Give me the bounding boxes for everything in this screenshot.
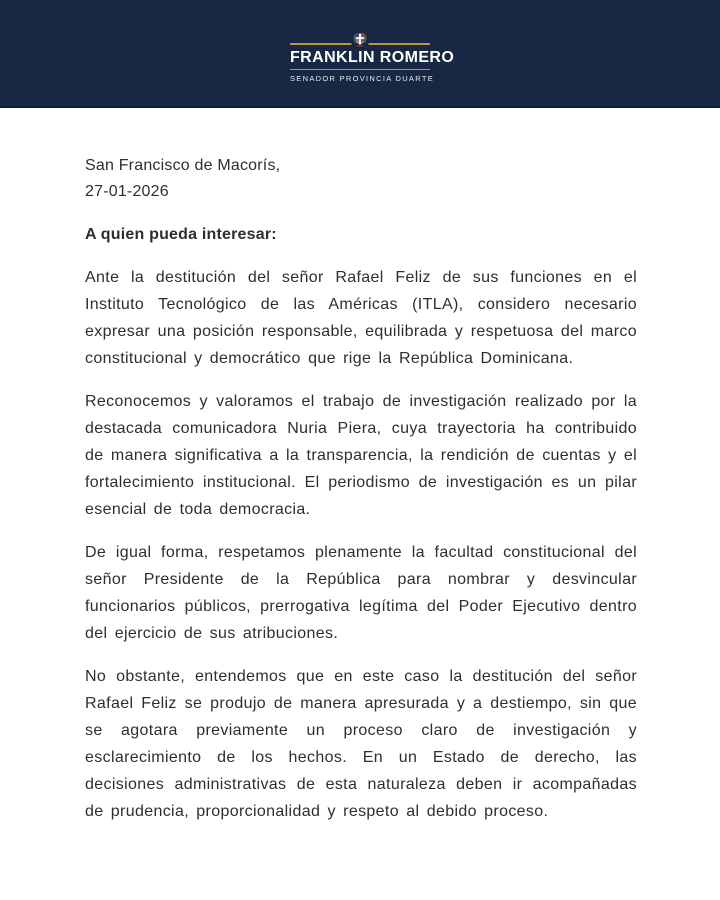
brand-name: FRANKLIN ROMERO xyxy=(290,49,455,66)
brand-logo xyxy=(290,43,455,106)
letter-body xyxy=(0,108,720,825)
letter-paragraph-1: Ante la destitución del señor Rafael Feliz de sus funciones en el Instituto Tecnológico de las Américas (ITLA), considero necesario expresar una posición responsable, equilibrada y respetuosa del marco constitucional y democrático que rige la República Dominicana. xyxy=(85,269,637,367)
dominican-coat-of-arms-icon xyxy=(352,32,369,47)
letter-paragraph-2: Reconocemos y valoramos el trabajo de investigación realizado por la destacada comunicadora Nuria Piera, cuya trayectoria ha contribuido de manera significativa a la transparencia, la rendición de cuentas y el fortalecimiento institucional. El periodismo de investigación es un pilar esencial de toda democracia. xyxy=(85,393,637,518)
letter-date: 27-01-2026 xyxy=(85,183,169,200)
letter-paragraph-3: De igual forma, respetamos plenamente la facultad constitucional del señor Presidente de la República para nombrar y desvincular funcionarios públicos, prerrogativa legítima del Poder Ejecutivo dentro del ejercicio de sus atribuciones. xyxy=(85,544,637,642)
gold-rule-bottom xyxy=(290,69,430,70)
brand-subtitle: SENADOR PROVINCIA DUARTE xyxy=(290,74,434,83)
letterhead-band xyxy=(0,0,720,108)
letter-paragraph-4: No obstante, entendemos que en este caso la destitución del señor Rafael Feliz se produjo de manera apresurada y a destiempo, sin que se agotara previamente un proceso claro de investigación y esclarecimiento de los hechos. En un Estado de derecho, las decisiones administrativas de esta naturaleza deben ir acompañadas de prudencia, proporcionalidad y respeto al debido proceso. xyxy=(85,668,637,820)
letter-salutation: A quien pueda interesar: xyxy=(85,226,277,243)
letter-place: San Francisco de Macorís, xyxy=(85,157,281,174)
